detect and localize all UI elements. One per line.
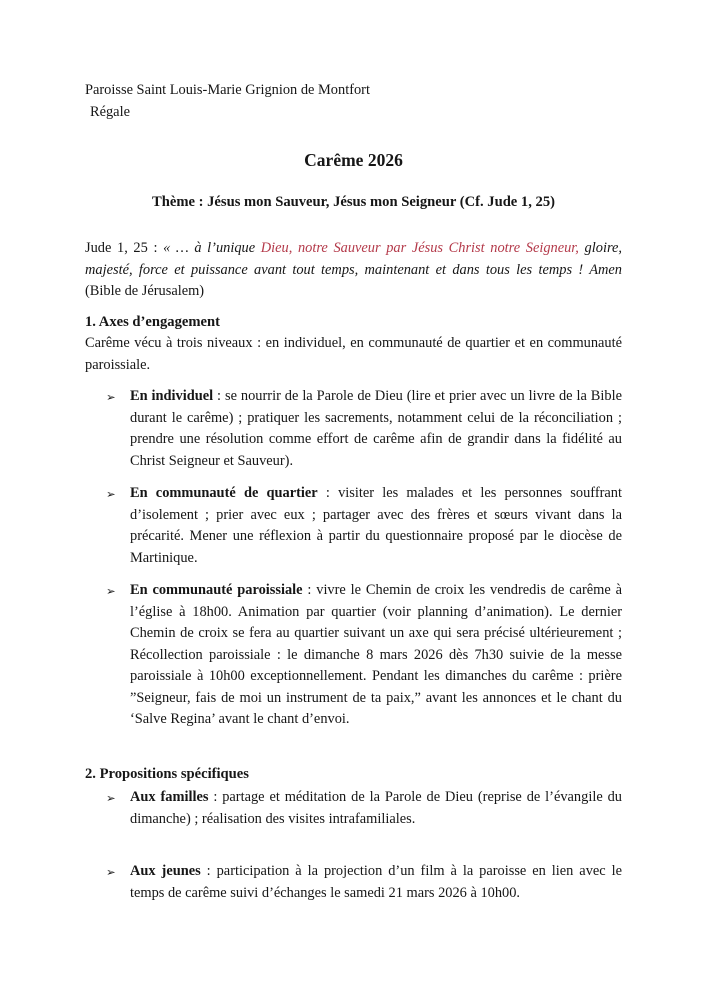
bullet-body-text: : visiter les malades et les personnes souffrant d’isolement ; prier avec eux ; partager avec des frères et sœurs vivant dans la précarité. Mener une réflexion à partir du questionnaire proposé par le diocèse de Martinique. (130, 485, 622, 566)
bullet-aux-familles (85, 787, 622, 830)
arrow-bullet-icon: ➢ (106, 487, 116, 501)
document-subtitle: Thème : Jésus mon Sauveur, Jésus mon Seigneur (Cf. Jude 1, 25) (152, 194, 555, 210)
arrow-bullet-icon: ➢ (106, 390, 116, 404)
bullet-lead-text: En individuel (130, 388, 214, 404)
section2-bullet-list (85, 787, 622, 904)
bullet-communaute-paroissiale (85, 580, 622, 731)
quote-red-passage: Dieu, notre Sauveur par Jésus Christ notre Seigneur, (260, 240, 579, 256)
arrow-bullet-icon: ➢ (106, 584, 116, 598)
bullet-en-individuel (85, 386, 622, 472)
document-title: Carême 2026 (304, 150, 403, 170)
bullet-communaute-quartier (85, 483, 622, 569)
section1-intro: Carême vécu à trois niveaux : en individuel, en communauté de quartier et en communauté paroissiale. (85, 335, 622, 373)
quote-source: (Bible de Jérusalem) (85, 283, 205, 299)
section2-heading: 2. Propositions spécifiques (85, 765, 249, 782)
bullet-lead-text: En communauté paroissiale (130, 582, 303, 598)
arrow-bullet-icon: ➢ (106, 865, 116, 879)
section1-bullet-list (85, 386, 622, 731)
bullet-lead-text: En communauté de quartier (130, 485, 318, 501)
bullet-body-text: : vivre le Chemin de croix les vendredis de carême à l’église à 18h00. Animation par quartier (voir planning d’animation). Le dernier Chemin de croix se fera au quartier suivant un axe qui sera précisé ultérieurement ; Récollection paroissiale : le dimanche 8 mars 2026 dès 7h30 suivie de la messe paroissiale à 10h00 exceptionnellement. Pendant les dimanches du carême : prière ”Seigneur, fais de moi un instrument de ta paix,” avant les annonces et le chant du ‘Salve Regina’ avant le chant d’envoi. (130, 582, 622, 727)
bullet-body-text: : participation à la projection d’un film à la paroisse en lien avec le temps de carême suivi d’échanges le samedi 21 mars 2026 à 10h00. (130, 863, 622, 901)
section-spacer (85, 742, 622, 762)
letterhead (85, 80, 622, 123)
quote-intro: « … à l’unique (163, 240, 261, 256)
scripture-quote (85, 238, 622, 303)
bullet-spacer (85, 841, 622, 861)
bullet-body-text: : partage et méditation de la Parole de Dieu (reprise de l’évangile du dimanche) ; réalisation des visites intrafamiliales. (130, 789, 622, 827)
bullet-lead-text: Aux familles (130, 789, 209, 805)
letterhead-line2: Régale (90, 103, 130, 120)
bullet-lead-text: Aux jeunes (130, 863, 201, 879)
bullet-body-text: : se nourrir de la Parole de Dieu (lire et prier avec un livre de la Bible durant le carême) ; pratiquer les sacrements, notamment celui de la réconciliation ; prendre une résolution comme effort de carême afin de grandir dans la fidélité au Christ Seigneur et Sauveur). (130, 388, 622, 469)
quote-reference: Jude 1, 25 : (85, 240, 164, 256)
quote-tail: gloire, majesté, force et puissance avant tout temps, maintenant et dans tous les temps ! Amen (85, 240, 622, 278)
bullet-aux-jeunes (85, 861, 622, 904)
section1-heading: 1. Axes d’engagement (85, 313, 220, 330)
arrow-bullet-icon: ➢ (106, 791, 116, 805)
letterhead-line1: Paroisse Saint Louis-Marie Grignion de Montfort (85, 82, 370, 98)
